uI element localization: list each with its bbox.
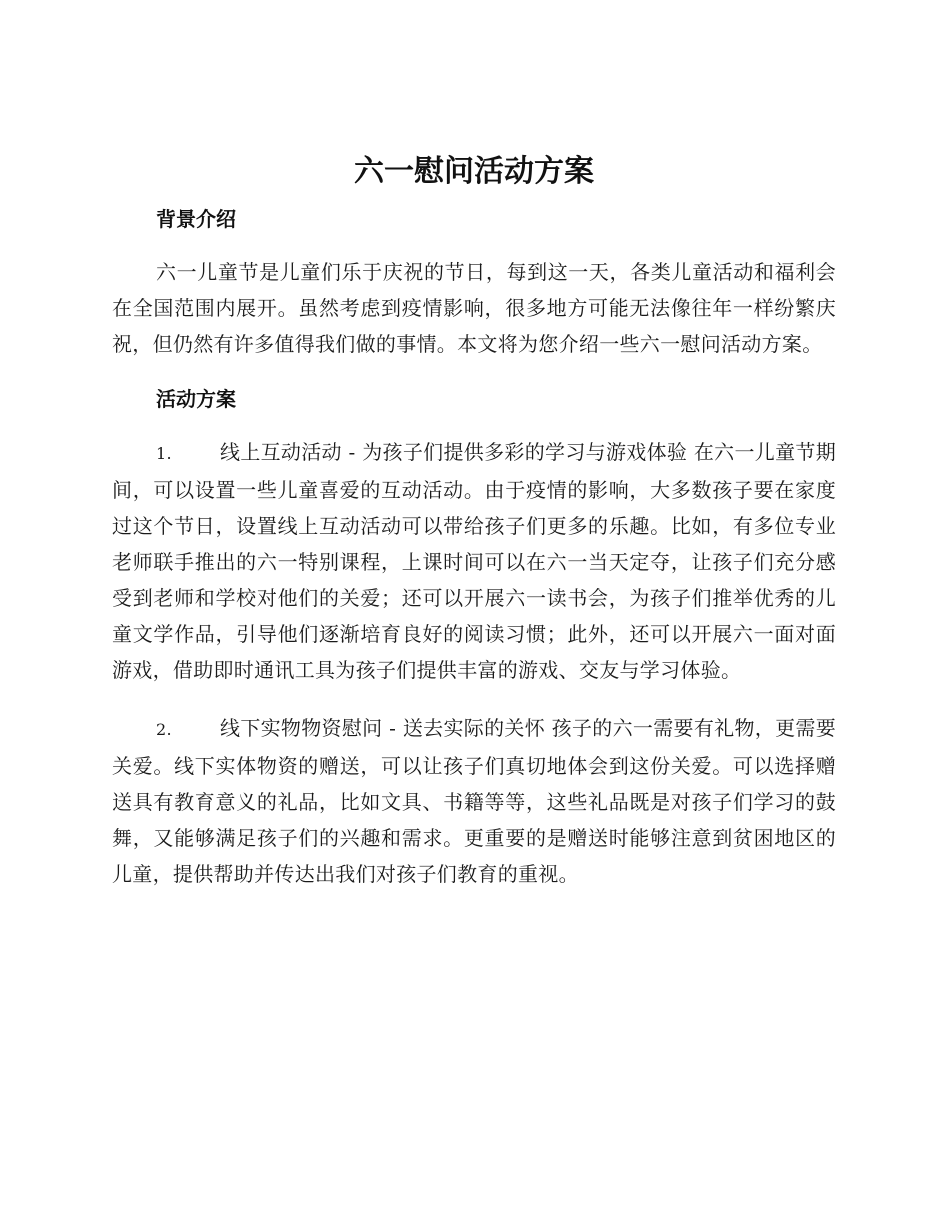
plan-item-text: 线下实物物资慰问 - 送去实际的关怀 孩子的六一需要有礼物，更需要关爱。线下实体物资的赠送，可以让孩子们真切地体会到这份关爱。可以选择赠送具有教育意义的礼品，比如文具、书籍等等，这些礼品既是对孩子们学习的鼓舞，又能够满足孩子们的兴趣和需求。更重要的是赠送时能够注意到贫困地区的儿童，提供帮助并传达出我们对孩子们教育的重视。 xyxy=(112,716,836,886)
section-heading-plan: 活动方案 xyxy=(156,387,236,411)
plan-item-number: 2. xyxy=(156,720,172,739)
document-page xyxy=(112,150,836,914)
plan-item-1 xyxy=(112,434,836,688)
plan-item-text: 线上互动活动 - 为孩子们提供多彩的学习与游戏体验 在六一儿童节期间，可以设置一些儿童喜爱的互动活动。由于疫情的影响，大多数孩子要在家度过这个节日，设置线上互动活动可以带给孩子们更多的乐趣。比如，有多位专业老师联手推出的六一特别课程，上课时间可以在六一当天定夺，让孩子们充分感受到老师和学校对他们的关爱；还可以开展六一读书会，为孩子们推举优秀的儿童文学作品，引导他们逐渐培育良好的阅读习惯；此外，还可以开展六一面对面游戏，借助即时通讯工具为孩子们提供丰富的游戏、交友与学习体验。 xyxy=(112,440,836,682)
plan-item-number: 1. xyxy=(156,444,172,463)
document-title: 六一慰问活动方案 xyxy=(354,154,594,189)
background-paragraph: 六一儿童节是儿童们乐于庆祝的节日，每到这一天，各类儿童活动和福利会在全国范围内展开。虽然考虑到疫情影响，很多地方可能无法像往年一样纷繁庆祝，但仍然有许多值得我们做的事情。本文将为您介绍一些六一慰问活动方案。 xyxy=(112,260,836,356)
plan-item-2 xyxy=(112,710,836,892)
section-heading-background: 背景介绍 xyxy=(156,207,236,231)
